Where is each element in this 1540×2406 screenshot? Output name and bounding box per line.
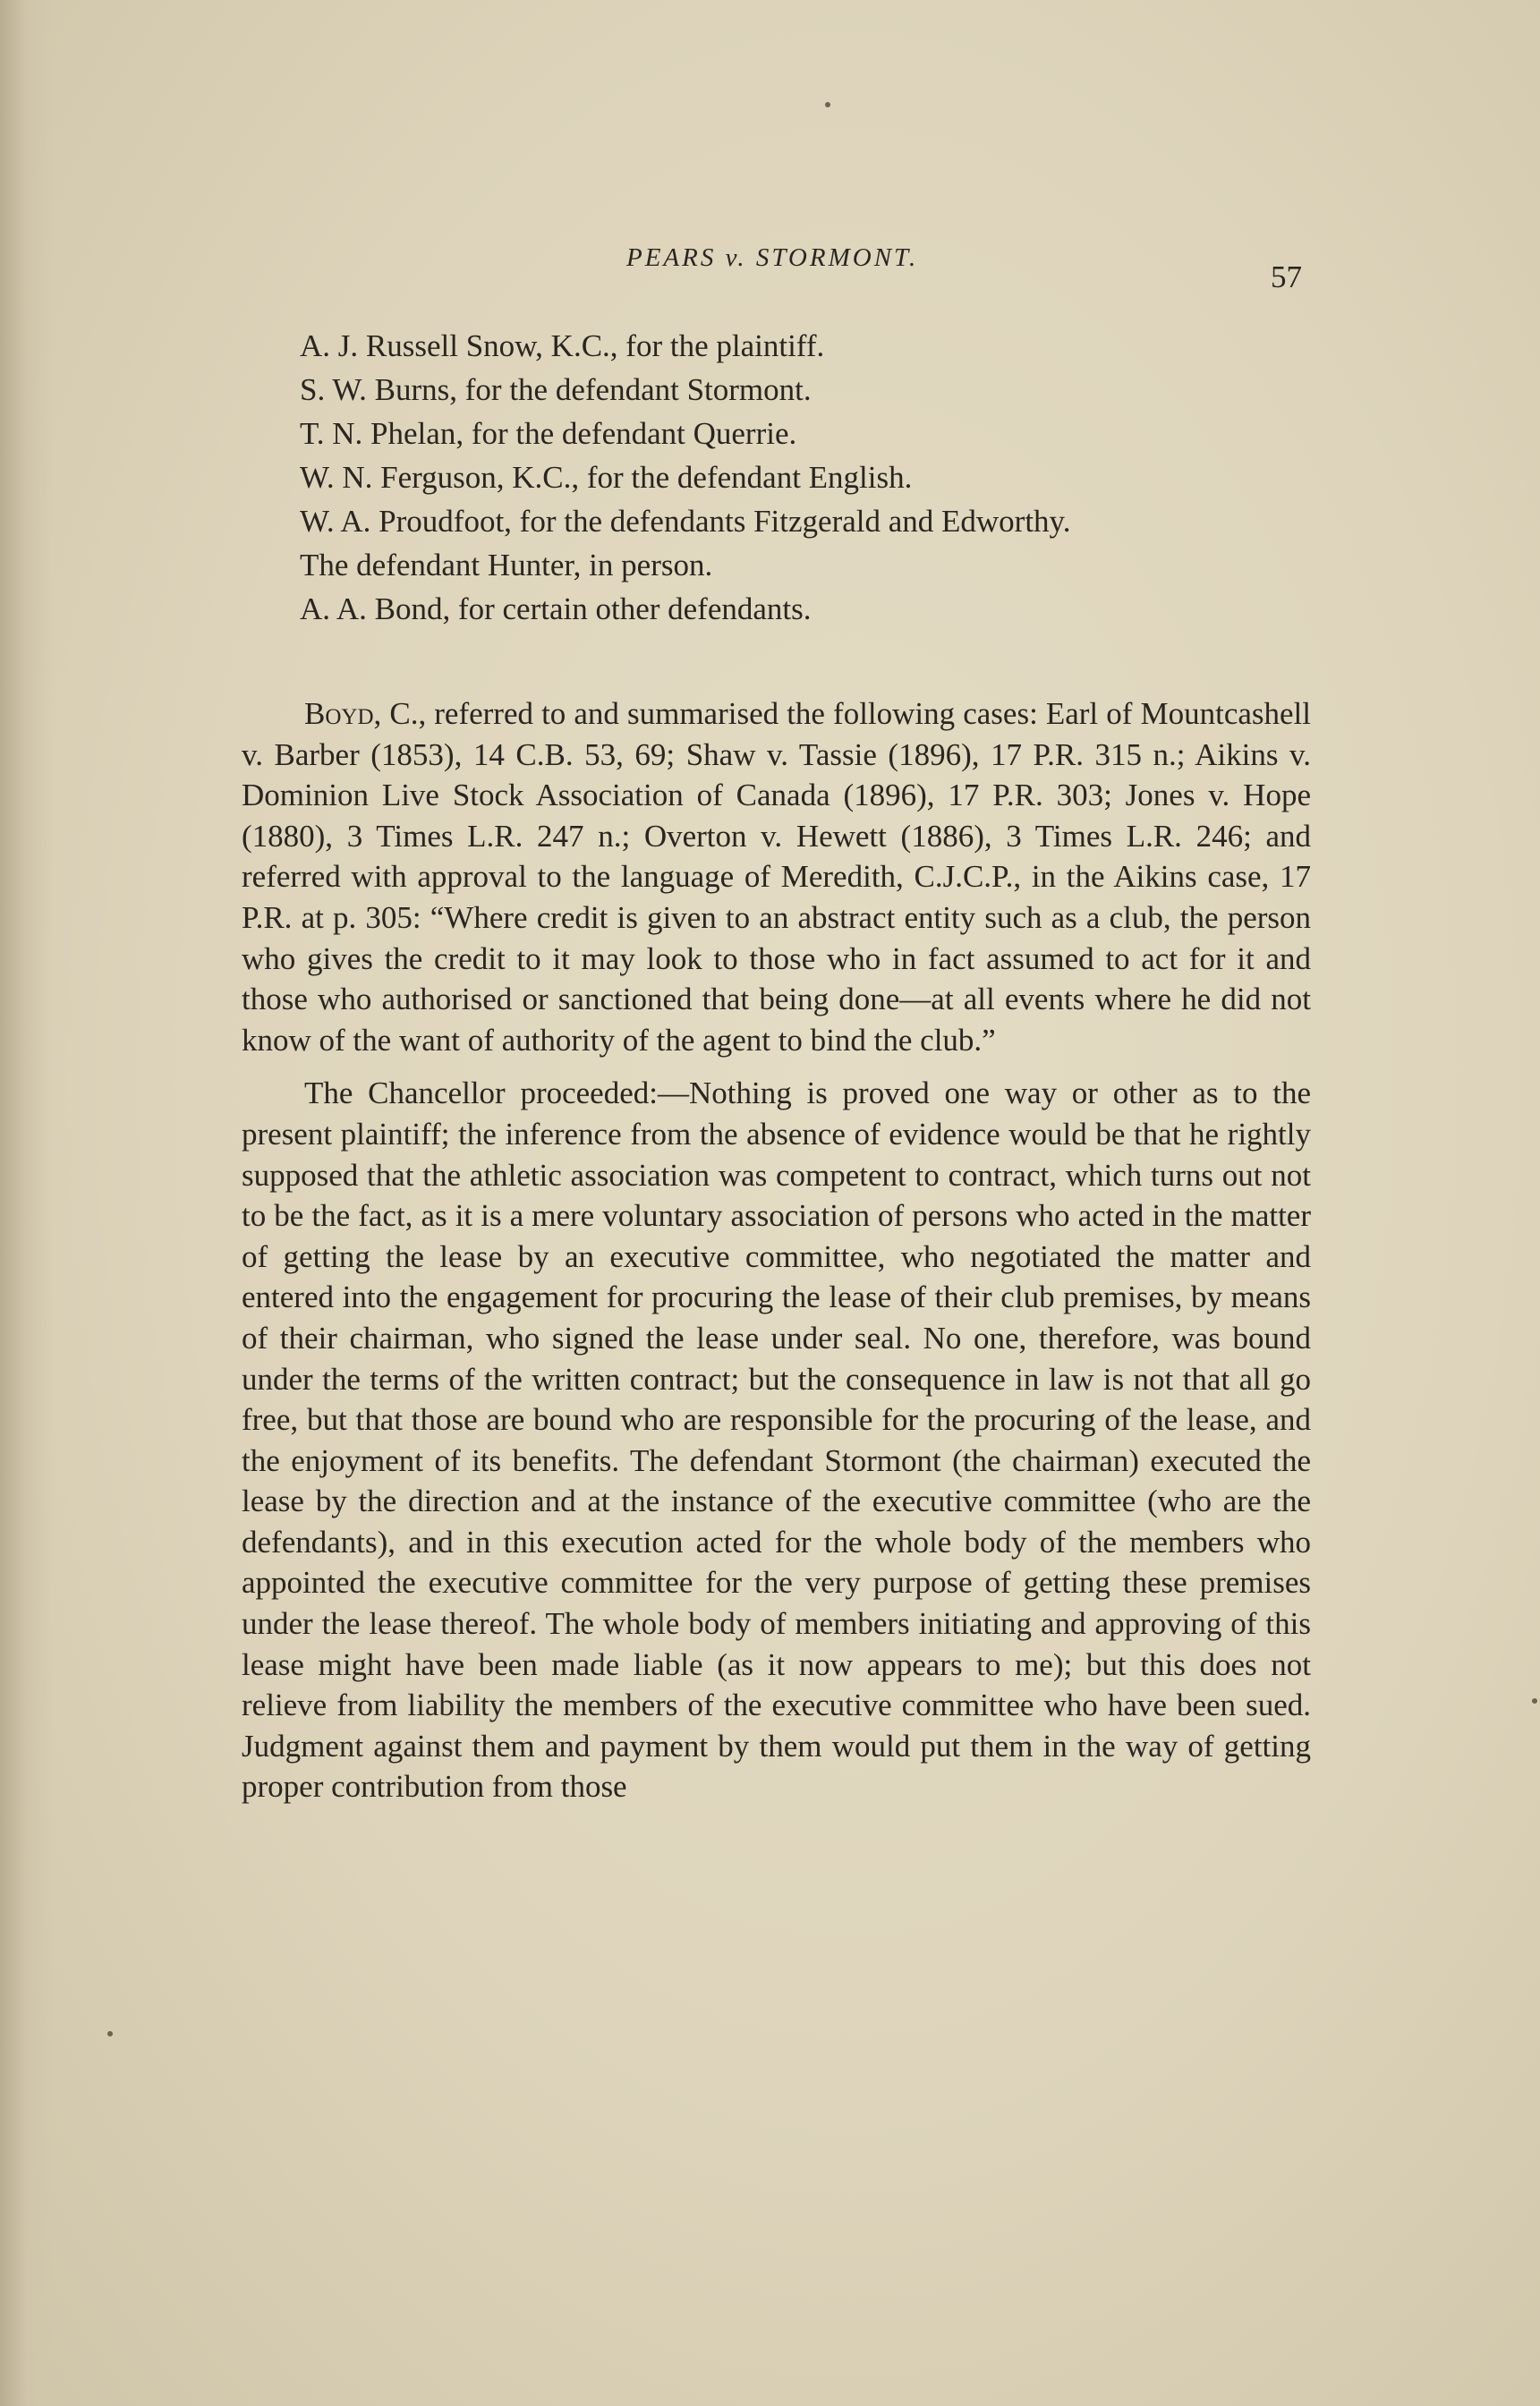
paper-speck <box>1532 1698 1537 1704</box>
judgment-paragraph-2: The Chancellor proceeded:—Nothing is proved one way or other as to the present plaintiff; the inference from the absence of evidence would be that he rightly supposed that the athletic association was competent to contract, which turns out not to be the fact, as it is a mere voluntary association of persons who acted in the matter of getting the lease by an executive committee, who negotiated the matter and entered into the engagement for procuring the lease of their club premises, by means of their chairman, who signed the lease under seal. No one, therefore, was bound under the terms of the written contract; but the consequence in law is not that all go free, but that those are bound who are responsible for the procuring of the lease, and the enjoyment of its benefits. The defendant Stormont (the chairman) executed the lease by the direction and at the instance of the executive committee (who are the defendants), and in this execution acted for the whole body of the members who appointed the executive committee for the very purpose of getting these premises under the lease thereof. The whole body of members initiating and approving of this lease might have been made liable (as it now appears to me); but this does not relieve from liability the members of the executive committee who have been sued. Judgment against them and payment by them would put them in the way of getting proper contribution from those <box>242 1075 1311 1805</box>
paragraph-text: , C., referred to and summarised the following cases: Earl of Mountcashell v. Barber (1853), 14 C.B. 53, 69; Shaw v. Tassie (1896), 17 P.R. 315 n.; Aikins v. Dominion Live Stock Association of Canada (1896), 17 P.R. 303; Jones v. Hope (1880), 3 Times L.R. 247 n.; Overton v. Hewett (1886), 3 Times L.R. 246; and referred with approval to the language of Meredith, C.J.C.P., in the Aikins case, 17 P.R. at p. 305: “Where credit is given to an abstract entity such as a club, the person who gives the credit to it may look to those who in fact assumed to act for it and those who authorised or sanctioned that being done—at all events where he did not know of the want of authority of the agent to bind the club.” <box>242 696 1311 1058</box>
counsel-line: S. W. Burns, for the defendant Stormont. <box>300 372 812 407</box>
counsel-line: W. N. Ferguson, K.C., for the defendant English. <box>300 460 913 495</box>
counsel-list <box>242 324 1311 631</box>
counsel-line: W. A. Proudfoot, for the defendants Fitzgerald and Edworthy. <box>300 504 1071 539</box>
page-header <box>242 243 1315 297</box>
counsel-line: A. A. Bond, for certain other defendants. <box>300 591 812 626</box>
judgment-text <box>242 693 1311 1820</box>
paper-speck <box>825 102 830 107</box>
running-title: PEARS v. STORMONT. <box>626 243 919 272</box>
judge-name: Boyd <box>304 696 374 731</box>
counsel-line: T. N. Phelan, for the defendant Querrie. <box>300 416 797 451</box>
counsel-line: A. J. Russell Snow, K.C., for the plaintiff. <box>300 328 825 363</box>
page-number: 57 <box>1271 259 1302 294</box>
judgment-paragraph-1 <box>242 693 1311 1060</box>
paper-speck <box>107 2031 113 2036</box>
page-gutter-shadow <box>0 0 54 2406</box>
counsel-line: The defendant Hunter, in person. <box>300 548 713 582</box>
